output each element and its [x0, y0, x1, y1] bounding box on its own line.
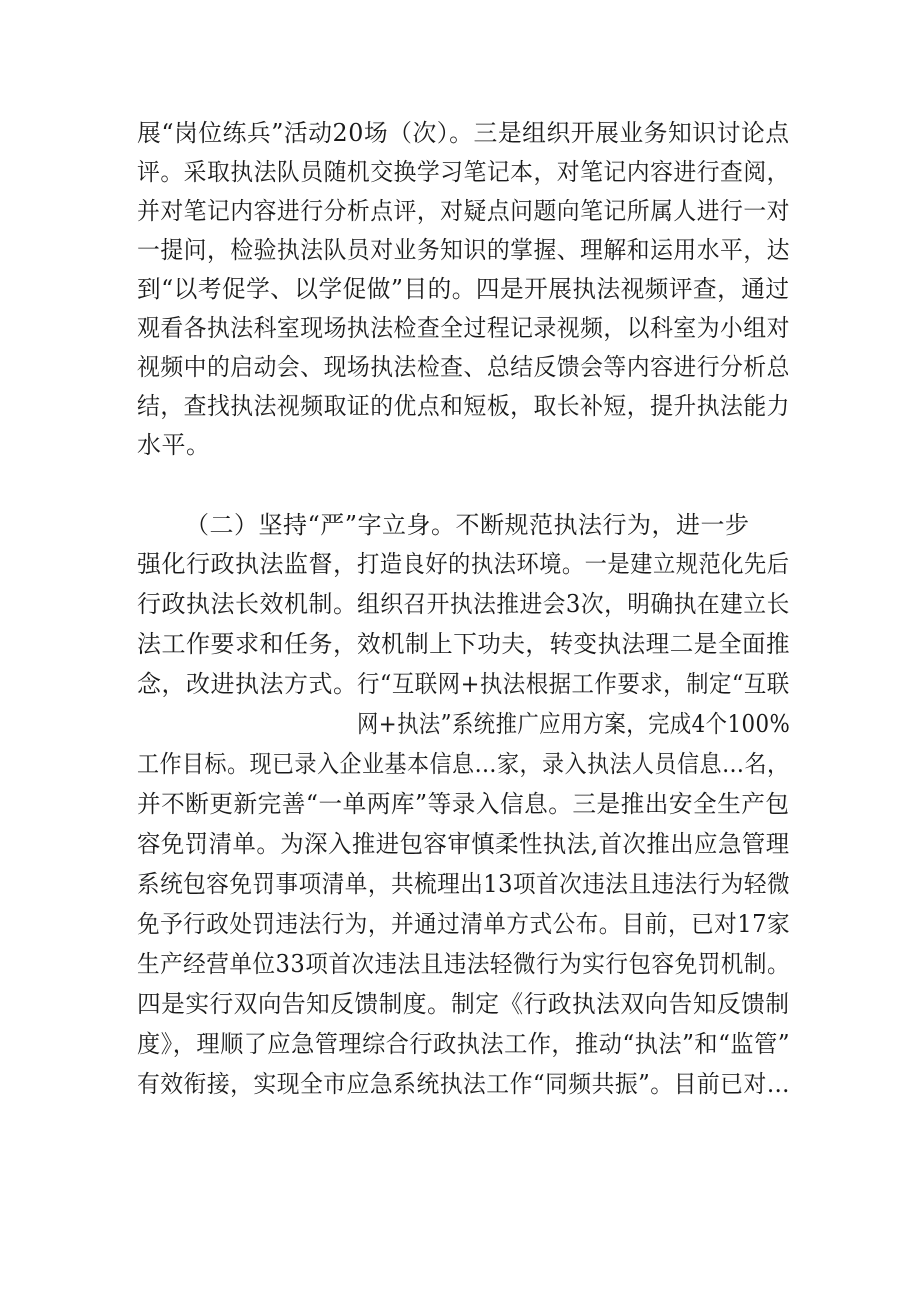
- text-line: 视频中的启动会、现场执法检查、总结反馈会等内容进行分析总: [137, 353, 791, 381]
- text-line: 容免罚清单。为深入推进包容审慎柔性执法,首次推出应急管理: [137, 830, 790, 858]
- left-column-line: 法工作要求和任务，: [137, 630, 358, 658]
- text-line: 免予行政处罚违法行为，并通过清单方式公布。目前，已对17家: [137, 910, 791, 938]
- left-column-line: 强化行政执法监督，: [137, 550, 358, 578]
- left-column-line: 行政执法长效机制。: [137, 590, 358, 618]
- text-line: 到“以考促学、以学促做”目的。四是开展执法视频评查，通过: [137, 275, 790, 303]
- text-line: 并不断更新完善“一单两库”等录入信息。三是推出安全生产包: [137, 790, 790, 818]
- text-line: 评。采取执法队员随机交换学习笔记本，对笔记内容进行查阅，: [137, 158, 791, 186]
- text-line: 水平。: [137, 431, 211, 459]
- right-column-line: 组织召开执法推进会3次，明确执在建立长: [357, 590, 790, 618]
- right-column-line: 效机制上下功夫，转变执法理二是全面推: [357, 630, 791, 658]
- text-line: 生产经营单位33项首次违法且违法轻微行为实行包容免罚机制。: [137, 950, 791, 978]
- section-heading: （二）坚持“严”字立身。不断规范执法行为，进一步: [185, 511, 750, 539]
- right-column-line: 网+执法”系统推广应用方案，完成4个100%: [357, 710, 791, 738]
- text-line: 四是实行双向告知反馈制度。制定《行政执法双向告知反馈制: [137, 990, 790, 1018]
- text-line: 展“岗位练兵”活动20场（次）。三是组织开展业务知识讨论点: [137, 119, 790, 147]
- text-line: 观看各执法科室现场执法检查全过程记录视频，以科室为小组对: [137, 314, 791, 342]
- text-line: 并对笔记内容进行分析点评，对疑点问题向笔记所属人进行一对: [137, 197, 791, 225]
- text-line: 结，查找执法视频取证的优点和短板，取长补短，提升执法能力: [137, 392, 791, 420]
- right-column-line: 行“互联网+执法根据工作要求，制定“互联: [357, 670, 790, 698]
- text-line: 有效衔接，实现全市应急系统执法工作“同频共振”。目前已对…: [137, 1070, 791, 1098]
- text-line: 工作目标。现已录入企业基本信息…家，录入执法人员信息…名，: [137, 750, 790, 778]
- text-line: 系统包容免罚事项清单，共梳理出13项首次违法且违法行为轻微: [137, 870, 791, 898]
- left-column-line: 念，改进执法方式。: [137, 670, 358, 698]
- right-column-line: 打造良好的执法环境。一是建立规范化先后: [357, 550, 790, 578]
- text-line: 一提问，检验执法队员对业务知识的掌握、理解和运用水平，达: [137, 236, 791, 264]
- text-line: 度》，理顺了应急管理综合行政执法工作，推动“执法”和“监管”: [137, 1030, 791, 1058]
